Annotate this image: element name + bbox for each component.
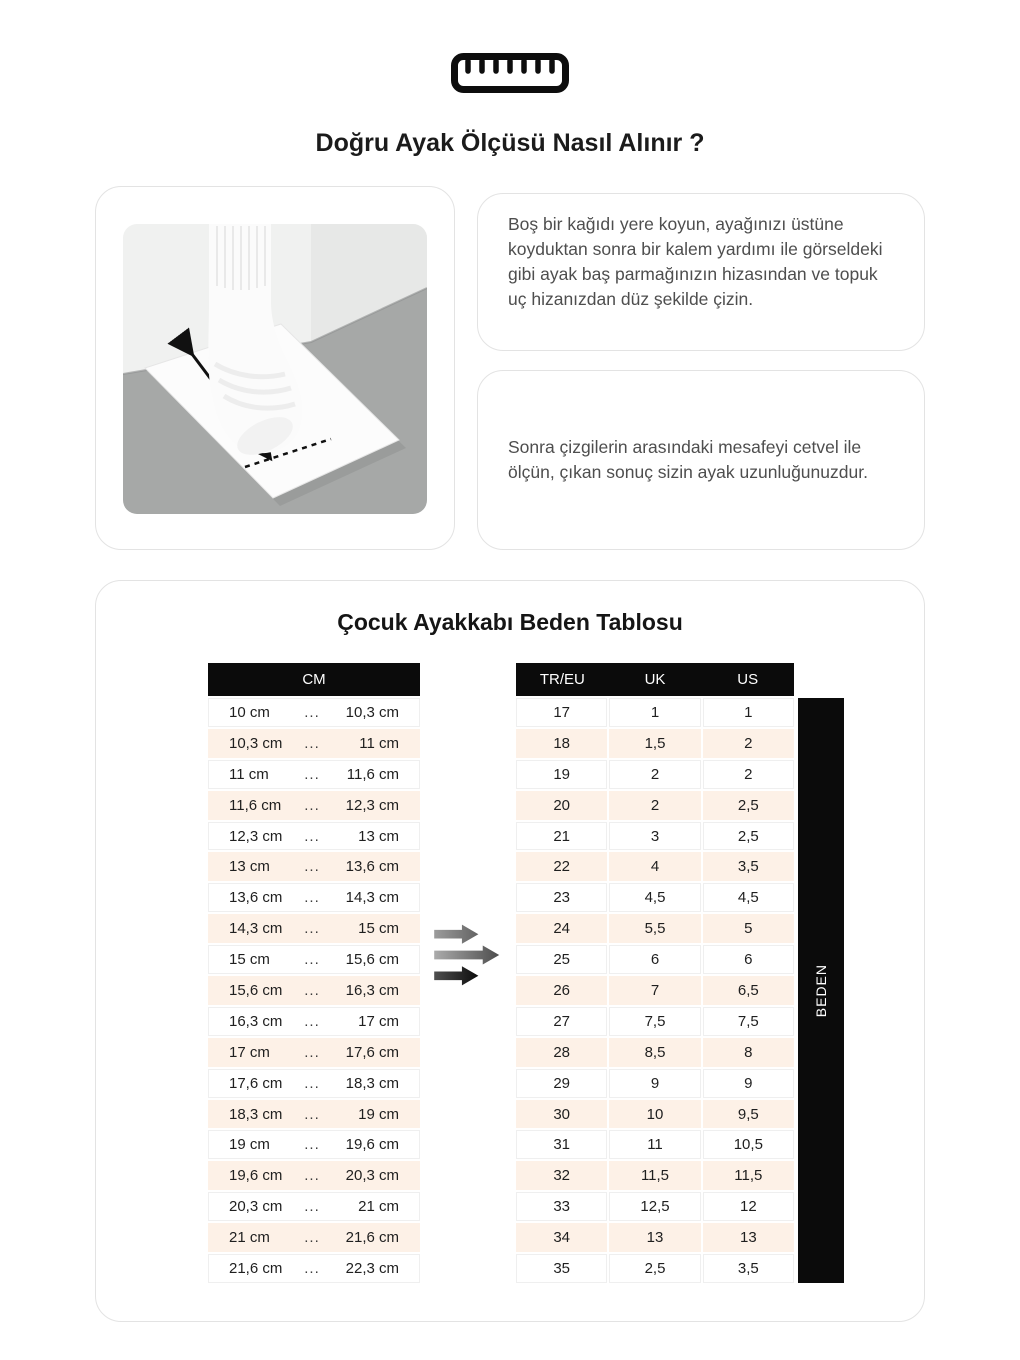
- size-cell-tr-eu: 35: [516, 1254, 607, 1283]
- cm-range-separator: ...: [304, 1043, 320, 1061]
- cm-table-row: [208, 976, 420, 1005]
- foot-measure-photo-card: [95, 186, 455, 550]
- right-arrows-icon: [429, 918, 507, 992]
- size-table-row: [516, 1038, 794, 1067]
- cm-table-row: [208, 1192, 420, 1221]
- size-cell-tr-eu: 19: [516, 760, 607, 789]
- foot-measure-photo: [123, 224, 427, 514]
- size-cell-uk: 12,5: [609, 1192, 700, 1221]
- cm-range-separator: ...: [304, 1012, 320, 1030]
- cm-range-from: 20,3 cm: [229, 1198, 283, 1216]
- size-cell-uk: 11,5: [609, 1161, 700, 1190]
- size-cell-us: 2,5: [703, 822, 794, 851]
- size-cell-us: 5: [703, 914, 794, 943]
- cm-range-to: 12,3 cm: [345, 796, 399, 814]
- cm-range-separator: ...: [304, 1198, 320, 1216]
- size-cell-uk: 6: [609, 945, 700, 974]
- conversion-arrows: [420, 663, 516, 992]
- cm-table-row: [208, 698, 420, 727]
- size-cell-us: 6,5: [703, 976, 794, 1005]
- cm-range-separator: ...: [304, 1136, 320, 1154]
- page-title: Doğru Ayak Ölçüsü Nasıl Alınır ?: [315, 129, 705, 157]
- size-cell-uk: 9: [609, 1069, 700, 1098]
- size-cell-uk: 2: [609, 760, 700, 789]
- size-table-row: [516, 883, 794, 912]
- cm-table-row: [208, 852, 420, 881]
- size-cell-us: 9,5: [703, 1100, 794, 1129]
- size-table-row: [516, 1007, 794, 1036]
- hero-section: [0, 0, 1020, 158]
- cm-table-row: [208, 945, 420, 974]
- cm-table-row: [208, 791, 420, 820]
- size-table-row: [516, 1130, 794, 1159]
- size-cell-tr-eu: 31: [516, 1130, 607, 1159]
- size-header-tr-eu: TR/EU: [539, 671, 585, 688]
- size-cell-uk: 5,5: [609, 914, 700, 943]
- size-cell-tr-eu: 21: [516, 822, 607, 851]
- cm-range-from: 18,3 cm: [229, 1105, 283, 1123]
- cm-range-from: 11 cm: [229, 765, 269, 783]
- size-cell-us: 2,5: [703, 791, 794, 820]
- size-cell-tr-eu: 23: [516, 883, 607, 912]
- cm-range-separator: ...: [304, 734, 320, 752]
- cm-range-to: 11 cm: [359, 734, 399, 752]
- cm-range-from: 10,3 cm: [229, 734, 283, 752]
- cm-range-separator: ...: [304, 1259, 320, 1277]
- size-cell-us: 2: [703, 760, 794, 789]
- size-cell-tr-eu: 17: [516, 698, 607, 727]
- size-table-body: [516, 698, 794, 1283]
- size-table-row: [516, 1223, 794, 1252]
- cm-range-separator: ...: [304, 1229, 320, 1247]
- size-cell-tr-eu: 29: [516, 1069, 607, 1098]
- cm-range-to: 13,6 cm: [345, 858, 399, 876]
- size-cell-us: 3,5: [703, 852, 794, 881]
- beden-label: BEDEN: [813, 963, 829, 1018]
- size-cell-tr-eu: 24: [516, 914, 607, 943]
- cm-range-to: 17,6 cm: [345, 1043, 399, 1061]
- cm-range-to: 19,6 cm: [345, 1136, 399, 1154]
- cm-range-separator: ...: [304, 951, 320, 969]
- cm-range-to: 20,3 cm: [345, 1167, 399, 1185]
- cm-table-row: [208, 1100, 420, 1129]
- cm-range-to: 17 cm: [358, 1012, 399, 1030]
- size-cell-tr-eu: 20: [516, 791, 607, 820]
- size-cell-us: 1: [703, 698, 794, 727]
- cm-range-from: 21,6 cm: [229, 1259, 283, 1277]
- cm-range-from: 19,6 cm: [229, 1167, 283, 1185]
- size-cell-us: 8: [703, 1038, 794, 1067]
- size-cell-us: 7,5: [703, 1007, 794, 1036]
- size-cell-uk: 10: [609, 1100, 700, 1129]
- cm-table-row: [208, 822, 420, 851]
- size-cell-tr-eu: 32: [516, 1161, 607, 1190]
- cm-table-row: [208, 883, 420, 912]
- cm-table-row: [208, 1007, 420, 1036]
- size-table-row: [516, 1192, 794, 1221]
- size-table-row: [516, 729, 794, 758]
- cm-range-to: 16,3 cm: [345, 981, 399, 999]
- cm-range-from: 13,6 cm: [229, 889, 283, 907]
- size-table-row: [516, 1100, 794, 1129]
- ruler-icon: [0, 52, 1020, 94]
- size-cell-uk: 2,5: [609, 1254, 700, 1283]
- cm-range-separator: ...: [304, 703, 320, 721]
- cm-range-separator: ...: [304, 858, 320, 876]
- cm-range-to: 22,3 cm: [345, 1259, 399, 1277]
- size-table-row: [516, 945, 794, 974]
- size-table-row: [516, 1254, 794, 1283]
- cm-range-separator: ...: [304, 1105, 320, 1123]
- size-cell-uk: 3: [609, 822, 700, 851]
- cm-table-row: [208, 1038, 420, 1067]
- cm-range-to: 19 cm: [358, 1105, 399, 1123]
- cm-range-separator: ...: [304, 1074, 320, 1092]
- cm-range-separator: ...: [304, 827, 320, 845]
- cm-range-from: 21 cm: [229, 1229, 270, 1247]
- cm-range-from: 13 cm: [229, 858, 270, 876]
- cm-range-to: 18,3 cm: [345, 1074, 399, 1092]
- size-cell-uk: 8,5: [609, 1038, 700, 1067]
- size-table-row: [516, 698, 794, 727]
- size-cell-tr-eu: 27: [516, 1007, 607, 1036]
- size-chart-title: Çocuk Ayakkabı Beden Tablosu: [337, 609, 683, 635]
- size-cell-us: 3,5: [703, 1254, 794, 1283]
- cm-range-from: 15 cm: [229, 951, 270, 969]
- cm-range-from: 17 cm: [229, 1043, 270, 1061]
- cm-range-to: 14,3 cm: [345, 889, 399, 907]
- size-table-row: [516, 1161, 794, 1190]
- cm-table-row: [208, 1223, 420, 1252]
- size-cell-uk: 4: [609, 852, 700, 881]
- cm-range-separator: ...: [304, 981, 320, 999]
- size-cell-uk: 2: [609, 791, 700, 820]
- size-chart-card: [95, 580, 925, 1322]
- size-cell-uk: 1,5: [609, 729, 700, 758]
- size-header-us: US: [737, 671, 759, 688]
- size-cell-us: 11,5: [703, 1161, 794, 1190]
- cm-table: [208, 663, 420, 1283]
- cm-range-separator: ...: [304, 889, 320, 907]
- cm-range-from: 19 cm: [229, 1136, 270, 1154]
- size-cell-tr-eu: 22: [516, 852, 607, 881]
- size-header-uk: UK: [644, 671, 666, 688]
- cm-range-to: 15,6 cm: [345, 951, 399, 969]
- beden-bar: [798, 698, 844, 1283]
- size-cell-us: 13: [703, 1223, 794, 1252]
- cm-range-from: 12,3 cm: [229, 827, 283, 845]
- size-cell-us: 2: [703, 729, 794, 758]
- size-cell-us: 4,5: [703, 883, 794, 912]
- size-cell-uk: 11: [609, 1130, 700, 1159]
- cm-range-separator: ...: [304, 765, 320, 783]
- instruction-text-column: [477, 193, 925, 550]
- instruction-step-2-text: Sonra çizgilerin arasındaki mesafeyi cetvel ile ölçün, çıkan sonuç sizin ayak uzunluğunuzdur.: [508, 437, 868, 482]
- cm-range-from: 10 cm: [229, 703, 270, 721]
- cm-range-separator: ...: [304, 1167, 320, 1185]
- cm-range-to: 15 cm: [358, 920, 399, 938]
- size-table-row: [516, 1069, 794, 1098]
- size-table-row: [516, 976, 794, 1005]
- cm-table-row: [208, 914, 420, 943]
- size-table-row: [516, 852, 794, 881]
- size-table-row: [516, 760, 794, 789]
- size-chart-tables: [208, 663, 924, 1283]
- cm-table-row: [208, 760, 420, 789]
- size-cell-tr-eu: 25: [516, 945, 607, 974]
- size-cell-tr-eu: 28: [516, 1038, 607, 1067]
- size-cell-tr-eu: 30: [516, 1100, 607, 1129]
- cm-range-separator: ...: [304, 920, 320, 938]
- cm-table-row: [208, 729, 420, 758]
- cm-range-from: 17,6 cm: [229, 1074, 283, 1092]
- size-table-row: [516, 791, 794, 820]
- size-cell-tr-eu: 18: [516, 729, 607, 758]
- cm-range-separator: ...: [304, 796, 320, 814]
- cm-range-to: 21,6 cm: [345, 1229, 399, 1247]
- instruction-step-2: [477, 370, 925, 550]
- cm-table-row: [208, 1161, 420, 1190]
- cm-table-row: [208, 1254, 420, 1283]
- size-cell-tr-eu: 26: [516, 976, 607, 1005]
- size-cell-us: 12: [703, 1192, 794, 1221]
- size-cell-uk: 1: [609, 698, 700, 727]
- size-table-row: [516, 822, 794, 851]
- cm-range-to: 13 cm: [358, 827, 399, 845]
- cm-range-to: 11,6 cm: [346, 765, 399, 783]
- cm-range-to: 21 cm: [358, 1198, 399, 1216]
- cm-range-from: 15,6 cm: [229, 981, 283, 999]
- cm-table-body: [208, 698, 420, 1283]
- size-table-row: [516, 914, 794, 943]
- instructions-section: [95, 186, 925, 550]
- instruction-step-1-text: Boş bir kağıdı yere koyun, ayağınızı üstüne koyduktan sonra bir kalem yardımı ile görseldeki gibi ayak baş parmağınızın hizasından ve topuk uç hizanızdan düz şekilde çizin.: [508, 214, 883, 309]
- size-cell-uk: 13: [609, 1223, 700, 1252]
- size-cell-us: 9: [703, 1069, 794, 1098]
- instruction-step-1: [477, 193, 925, 351]
- cm-table-row: [208, 1069, 420, 1098]
- cm-range-from: 14,3 cm: [229, 920, 283, 938]
- cm-table-row: [208, 1130, 420, 1159]
- cm-range-to: 10,3 cm: [345, 703, 399, 721]
- size-cell-uk: 7,5: [609, 1007, 700, 1036]
- size-cell-tr-eu: 33: [516, 1192, 607, 1221]
- cm-range-from: 11,6 cm: [229, 796, 282, 814]
- cm-table-header: CM: [208, 663, 420, 696]
- size-cell-uk: 7: [609, 976, 700, 1005]
- size-table: [516, 663, 794, 1283]
- size-cell-us: 6: [703, 945, 794, 974]
- size-table-header: [516, 663, 794, 696]
- size-cell-uk: 4,5: [609, 883, 700, 912]
- size-cell-tr-eu: 34: [516, 1223, 607, 1252]
- size-cell-us: 10,5: [703, 1130, 794, 1159]
- cm-range-from: 16,3 cm: [229, 1012, 283, 1030]
